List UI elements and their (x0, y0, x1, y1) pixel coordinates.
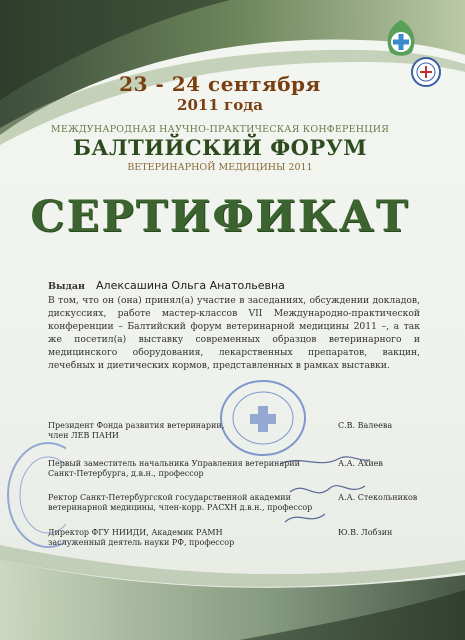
issued-row (48, 279, 428, 292)
signatory-name: Ю.В. Лобзин (338, 528, 393, 537)
signatory-title: Первый заместитель начальника Управления ветеринарии (48, 459, 300, 468)
conference-type: МЕЖДУНАРОДНАЯ НАУЧНО-ПРАКТИЧЕСКАЯ КОНФЕРЕНЦИЯ (50, 124, 390, 135)
leaf-cross-logo (382, 18, 420, 58)
forum-title: БАЛТИЙСКИЙ ФОРУМ (72, 135, 368, 160)
signatory-title-2: член ЛЕВ ПАНИ (48, 431, 119, 440)
signatory-title: Ректор Санкт-Петербургской государственной академии (48, 493, 291, 502)
signatory-title-2: ветеринарной медицины, член-корр. РАСХН д.в.н., профессор (48, 503, 313, 512)
recipient-name: Алексашина Ольга Анатольевна (96, 279, 285, 292)
signatory-title: Президент Фонда развития ветеринарии, (48, 421, 225, 430)
signatory-title-2: Санкт-Петербурга, д.в.н., профессор (48, 469, 204, 478)
issued-label: Выдан (48, 281, 85, 292)
event-year: 2011 года (177, 96, 263, 114)
signatory-title-2: заслуженный деятель науки РФ, профессор (48, 538, 235, 547)
signatory-title: Директор ФГУ НИИДИ, Академик РАМН (48, 528, 223, 537)
certificate-body-text: В том, что он (она) принял(а) участие в заседаниях, обсуждении докладов, дискуссиях, работе мастер-классов VII Международно-практической конференции – Балтийский форум ветеринарной медицины 2011 –, а так же посетил(а) выставку современных образцов ветеринарного и медицинского оборудования, лекарственных препаратов, вакцин, лечебных и диетических кормов, представленных в рамках выставки. (48, 295, 420, 371)
round-stamp (218, 378, 308, 458)
signatory-name: А.А. Стекольников (338, 493, 418, 502)
event-dates: 23 - 24 сентября (119, 72, 321, 96)
signatory-name: А.А. Ахиев (338, 459, 383, 468)
forum-subtitle: ВЕТЕРИНАРНОЙ МЕДИЦИНЫ 2011 (127, 162, 313, 173)
certificate-title: СЕРТИФИКАТ (30, 192, 410, 242)
signatory-name: С.В. Валеева (338, 421, 393, 430)
